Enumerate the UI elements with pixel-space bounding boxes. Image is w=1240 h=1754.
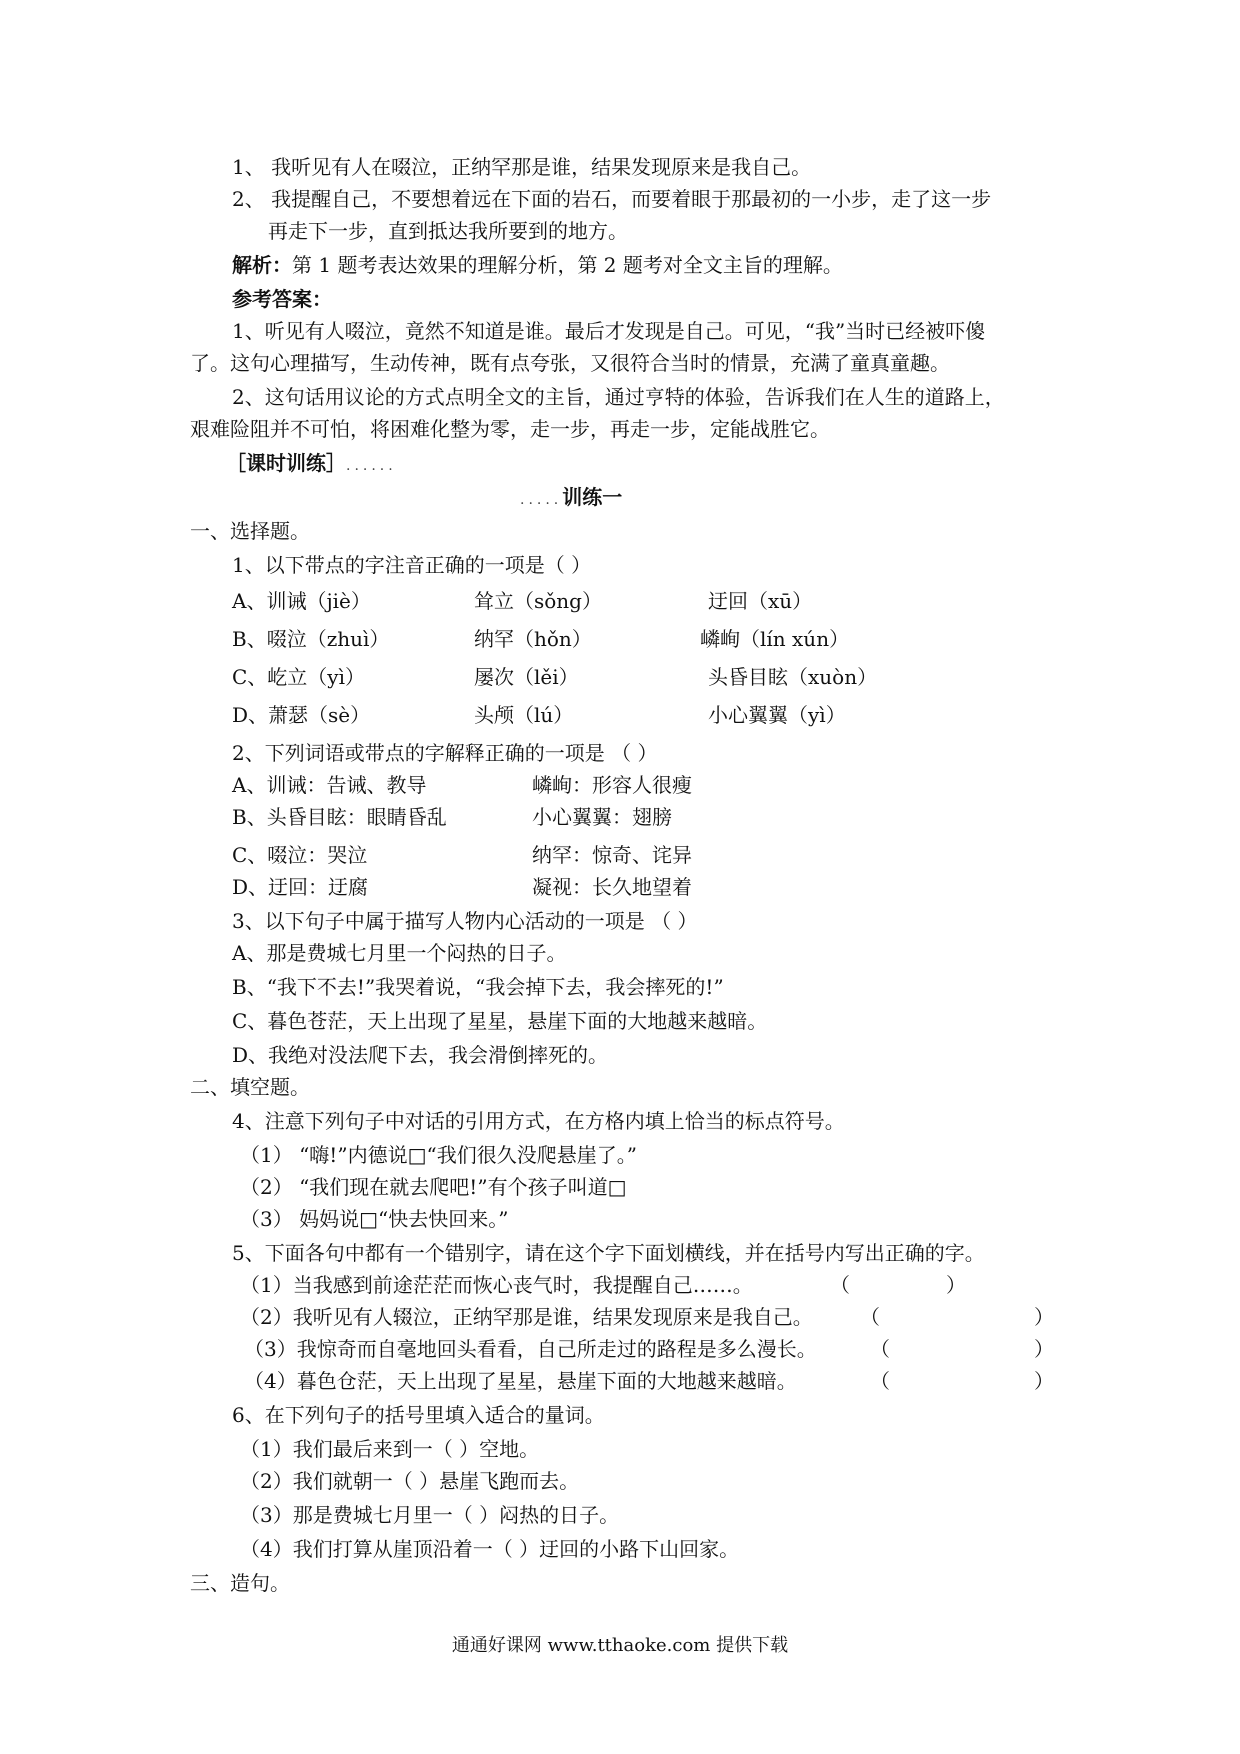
part-3-heading: 三、造句。 <box>190 1571 290 1595</box>
q5-item-2-close-paren: ） <box>1034 1305 1054 1329</box>
q3-option-a: A、那是费城七月里一个闷热的日子。 <box>232 941 567 965</box>
q2-stem: 2、下列词语或带点的字解释正确的一项是 （ ） <box>232 741 658 765</box>
q1-row-d-col-3: 小心翼翼（yì） <box>708 703 846 727</box>
intro-item-2-line-1: 2、 我提醒自己，不要想着远在下面的岩石，而要着眼于那最初的一小步，走了这一步 <box>232 187 992 211</box>
q1-row-a-col-2: 耸立（sǒng） <box>474 589 602 613</box>
analysis-text: 第 1 题考表达效果的理解分析，第 2 题考对全文主旨的理解。 <box>292 253 843 277</box>
part-1-heading: 一、选择题。 <box>190 519 310 543</box>
q3-option-c: C、暮色苍茫，天上出现了星星，悬崖下面的大地越来越暗。 <box>232 1009 768 1033</box>
section-header-text: ［课时训练］ <box>226 451 346 475</box>
q5-item-2-open-paren: （ <box>860 1305 880 1329</box>
part-2-heading: 二、填空题。 <box>190 1075 310 1099</box>
training-title: 训练一 <box>562 485 623 509</box>
q6-item-2: （2）我们就朝一（ ）悬崖飞跑而去。 <box>240 1469 580 1493</box>
q1-row-b-col-3: 嶙峋（lín xún） <box>700 627 850 651</box>
q5-item-4: （4）暮色仓茫，天上出现了星星，悬崖下面的大地越来越暗。 <box>244 1369 797 1393</box>
q2-row-c-col-1: C、啜泣：哭泣 <box>232 843 368 867</box>
q4-item-3: （3） 妈妈说□“快去快回来。” <box>240 1207 509 1231</box>
q6-item-4: （4）我们打算从崖顶沿着一（ ）迂回的小路下山回家。 <box>240 1537 740 1561</box>
q1-row-a-col-1: A、训诫（jiè） <box>232 589 371 613</box>
q5-item-3: （3）我惊奇而自毫地回头看看，自己所走过的路程是多么漫长。 <box>244 1337 817 1361</box>
q2-row-b-col-1: B、头昏目眩：眼睛昏乱 <box>232 805 447 829</box>
q2-row-d-col-2: 凝视：长久地望着 <box>532 875 692 899</box>
q5-item-1-open-paren: （ <box>830 1273 850 1297</box>
page-footer: 通通好课网 www.tthaoke.com 提供下载 <box>451 1635 789 1656</box>
section-header-dots: ...... <box>346 458 397 474</box>
q5-stem: 5、下面各句中都有一个错别字，请在这个字下面划横线，并在括号内写出正确的字。 <box>232 1241 985 1265</box>
training-title-dots: ..... <box>520 492 563 508</box>
q2-row-a-col-1: A、训诫：告诫、教导 <box>232 773 427 797</box>
q5-item-1-close-paren: ） <box>946 1273 966 1297</box>
q5-item-3-close-paren: ） <box>1034 1337 1054 1361</box>
q1-row-c-col-3: 头昏目眩（xuòn） <box>708 665 878 689</box>
training-title-line <box>520 482 622 515</box>
analysis-label: 解析： <box>232 253 292 277</box>
q4-item-1: （1） “嗨!”内德说□“我们很久没爬悬崖了。” <box>240 1143 637 1167</box>
q5-item-2: （2）我听见有人辍泣，正纳罕那是谁，结果发现原来是我自己。 <box>240 1305 813 1329</box>
q5-item-1: （1）当我感到前途茫茫而恢心丧气时，我提醒自己……。 <box>240 1273 753 1297</box>
q3-option-b: B、“我下不去!”我哭着说，“我会掉下去，我会摔死的!” <box>232 975 724 999</box>
q5-item-3-open-paren: （ <box>870 1337 890 1361</box>
q1-row-b-col-2: 纳罕（hǒn） <box>474 627 592 651</box>
section-header <box>226 448 397 481</box>
q2-row-b-col-2: 小心翼翼：翅膀 <box>532 805 672 829</box>
q1-row-b-col-1: B、啜泣（zhuì） <box>232 627 390 651</box>
q6-stem: 6、在下列句子的括号里填入适合的量词。 <box>232 1403 605 1427</box>
answer-1-line-2: 了。这句心理描写，生动传神，既有点夸张，又很符合当时的情景，充满了童真童趣。 <box>190 351 950 375</box>
q1-row-d-col-1: D、萧瑟（sè） <box>232 703 371 727</box>
q1-row-d-col-2: 头颅（lú） <box>474 703 574 727</box>
analysis-line <box>232 250 843 280</box>
q6-item-3: （3）那是费城七月里一（ ）闷热的日子。 <box>240 1503 620 1527</box>
q1-row-c-col-2: 屡次（lěi） <box>474 665 579 689</box>
q6-item-1: （1）我们最后来到一（ ）空地。 <box>240 1437 540 1461</box>
q3-option-d: D、我绝对没法爬下去，我会滑倒摔死的。 <box>232 1043 609 1067</box>
q5-item-4-open-paren: （ <box>870 1369 890 1393</box>
q2-row-c-col-2: 纳罕：惊奇、诧异 <box>532 843 692 867</box>
answer-1-line-1: 1、听见有人啜泣，竟然不知道是谁。最后才发现是自己。可见，“我”当时已经被吓傻 <box>232 319 986 343</box>
q2-row-a-col-2: 嶙峋：形容人很瘦 <box>532 773 692 797</box>
q1-row-a-col-3: 迂回（xū） <box>708 589 813 613</box>
answer-2-line-1: 2、这句话用议论的方式点明全文的主旨，通过亨特的体验，告诉我们在人生的道路上， <box>232 385 1005 409</box>
q5-item-4-close-paren: ） <box>1034 1369 1054 1393</box>
answer-2-line-2: 艰难险阻并不可怕，将困难化整为零，走一步，再走一步，定能战胜它。 <box>190 417 830 441</box>
intro-item-1: 1、 我听见有人在啜泣，正纳罕那是谁，结果发现原来是我自己。 <box>232 155 812 179</box>
q1-stem: 1、以下带点的字注音正确的一项是（ ） <box>232 553 592 577</box>
intro-item-2-line-2: 再走下一步，直到抵达我所要到的地方。 <box>268 219 628 243</box>
answer-label: 参考答案： <box>232 287 332 311</box>
q4-stem: 4、注意下列句子中对话的引用方式，在方格内填上恰当的标点符号。 <box>232 1109 845 1133</box>
q3-stem: 3、以下句子中属于描写人物内心活动的一项是 （ ） <box>232 909 698 933</box>
q4-item-2: （2） “我们现在就去爬吧!”有个孩子叫道□ <box>240 1175 627 1199</box>
q1-row-c-col-1: C、屹立（yì） <box>232 665 365 689</box>
q2-row-d-col-1: D、迂回：迂腐 <box>232 875 369 899</box>
